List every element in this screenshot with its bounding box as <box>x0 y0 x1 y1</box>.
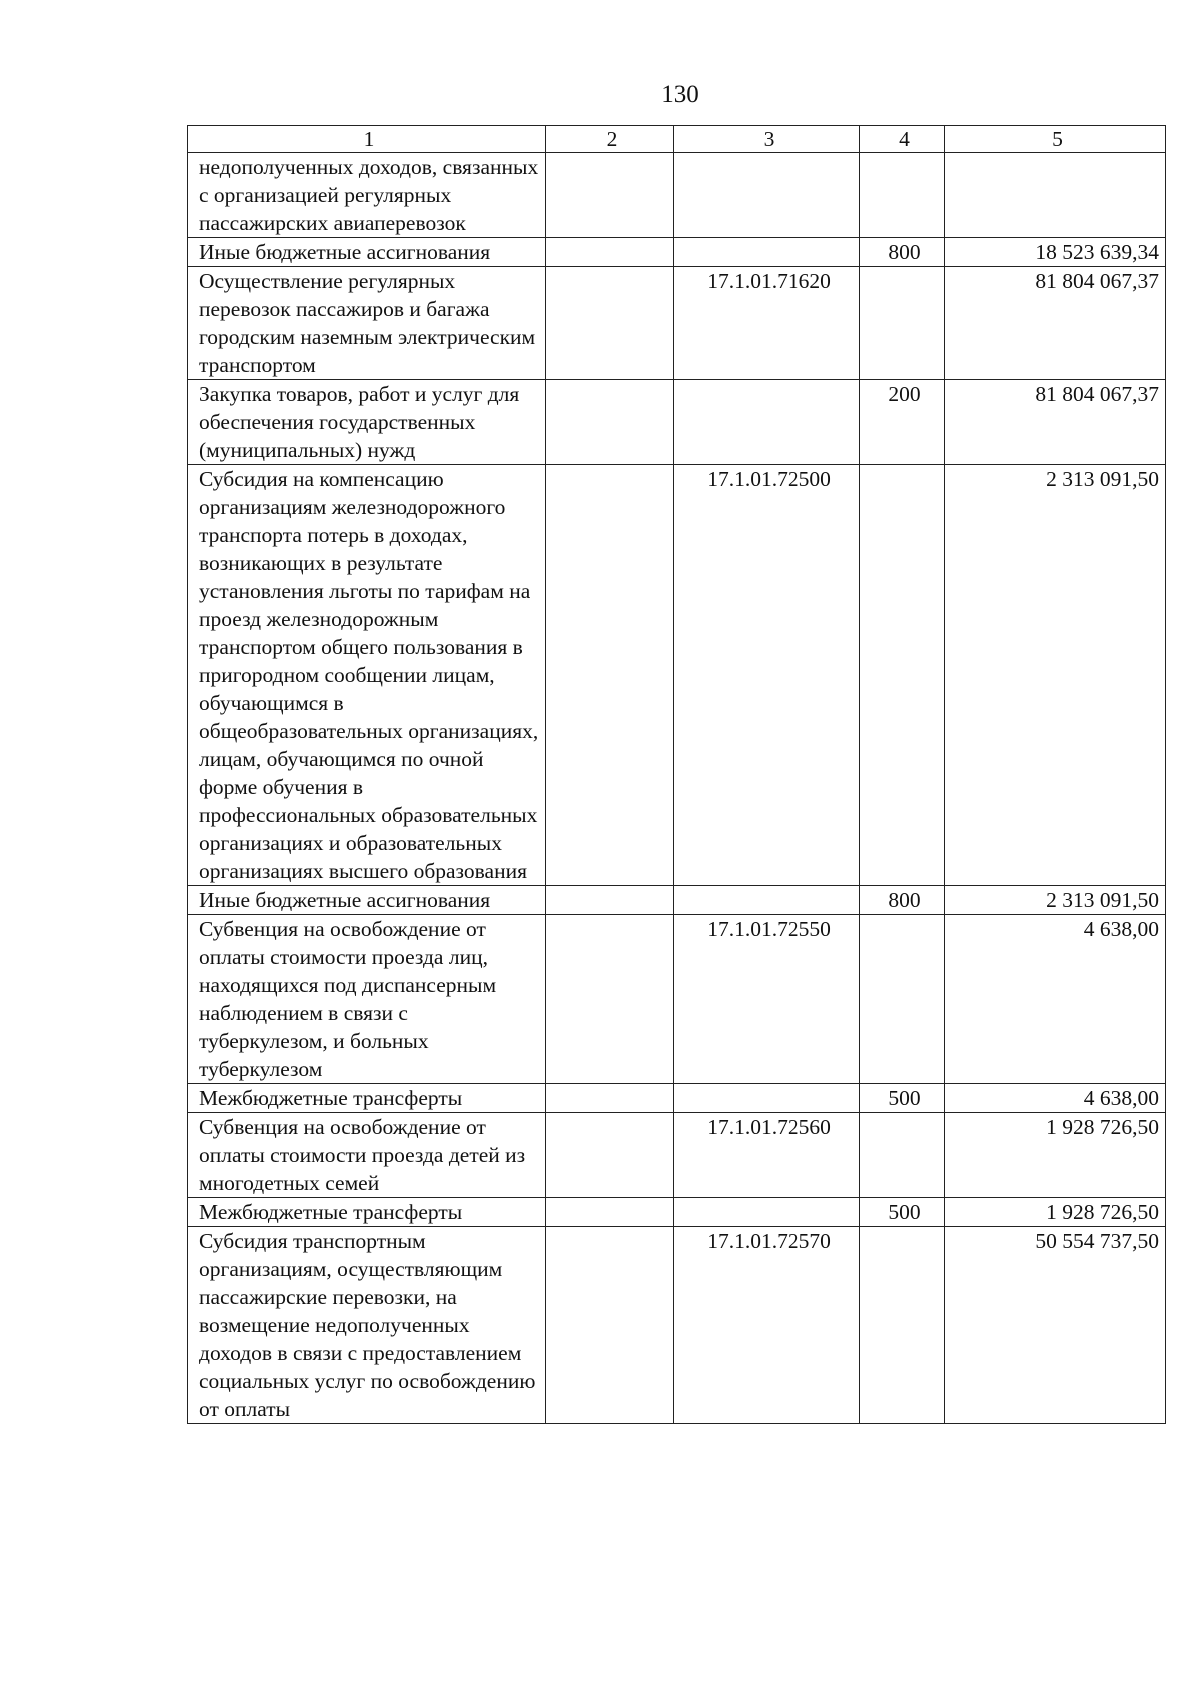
row-code: 17.1.01.72500 <box>674 465 860 886</box>
row-type <box>860 915 945 1084</box>
row-amount: 4 638,00 <box>945 1084 1166 1113</box>
row-code <box>674 886 860 915</box>
row-code: 17.1.01.71620 <box>674 267 860 380</box>
row-amount: 4 638,00 <box>945 915 1166 1084</box>
row-col-2 <box>546 1113 674 1198</box>
row-code <box>674 1198 860 1227</box>
row-type: 200 <box>860 380 945 465</box>
row-col-2 <box>546 1227 674 1424</box>
header-col-2: 2 <box>546 126 674 153</box>
row-name: Межбюджетные трансферты <box>188 1084 546 1113</box>
row-code: 17.1.01.72560 <box>674 1113 860 1198</box>
row-name: Иные бюджетные ассигнования <box>188 886 546 915</box>
table-row <box>188 380 1166 465</box>
row-type <box>860 1113 945 1198</box>
row-code <box>674 1084 860 1113</box>
header-col-5: 5 <box>945 126 1166 153</box>
budget-table <box>187 125 1166 1424</box>
row-name: недополученных доходов, связанных с организацией регулярных пассажирских авиаперевозок <box>188 153 546 238</box>
row-name: Субсидия транспортным организациям, осуществляющим пассажирские перевозки, на возмещение недополученных доходов в связи с предоставлением социальных услуг по освобождению от оплаты <box>188 1227 546 1424</box>
row-name: Субвенция на освобождение от оплаты стоимости проезда лиц, находящихся под диспансерным наблюдением в связи с туберкулезом, и больных туберкулезом <box>188 915 546 1084</box>
row-code <box>674 153 860 238</box>
row-amount: 81 804 067,37 <box>945 380 1166 465</box>
table-row <box>188 267 1166 380</box>
header-col-3: 3 <box>674 126 860 153</box>
row-name: Субвенция на освобождение от оплаты стоимости проезда детей из многодетных семей <box>188 1113 546 1198</box>
row-amount: 50 554 737,50 <box>945 1227 1166 1424</box>
row-type <box>860 267 945 380</box>
row-name: Осуществление регулярных перевозок пассажиров и багажа городским наземным электрическим транспортом <box>188 267 546 380</box>
row-col-2 <box>546 153 674 238</box>
row-amount <box>945 153 1166 238</box>
table-row <box>188 465 1166 886</box>
table-row <box>188 1113 1166 1198</box>
row-name: Субсидия на компенсацию организациям железнодорожного транспорта потерь в доходах, возникающих в результате установления льготы по тарифам на проезд железнодорожным транспортом общего пользования в пригородном сообщении лицам, обучающимся в общеобразовательных организациях, лицам, обучающимся по очной форме обучения в профессиональных образовательных организациях и образовательных организациях высшего образования <box>188 465 546 886</box>
row-type <box>860 465 945 886</box>
row-amount: 1 928 726,50 <box>945 1198 1166 1227</box>
table-row <box>188 886 1166 915</box>
row-amount: 2 313 091,50 <box>945 886 1166 915</box>
row-code: 17.1.01.72570 <box>674 1227 860 1424</box>
row-name: Межбюджетные трансферты <box>188 1198 546 1227</box>
table-row <box>188 1198 1166 1227</box>
row-type: 500 <box>860 1084 945 1113</box>
row-col-2 <box>546 915 674 1084</box>
row-col-2 <box>546 1084 674 1113</box>
row-name: Иные бюджетные ассигнования <box>188 238 546 267</box>
header-row <box>188 126 1166 153</box>
row-type: 800 <box>860 238 945 267</box>
row-code <box>674 238 860 267</box>
table-header <box>188 126 1166 153</box>
header-col-1: 1 <box>188 126 546 153</box>
row-amount: 81 804 067,37 <box>945 267 1166 380</box>
row-type: 500 <box>860 1198 945 1227</box>
page-number: 130 <box>661 81 699 108</box>
table-body <box>188 153 1166 1424</box>
table-row <box>188 153 1166 238</box>
row-col-2 <box>546 886 674 915</box>
row-type <box>860 153 945 238</box>
row-amount: 2 313 091,50 <box>945 465 1166 886</box>
table-row <box>188 1084 1166 1113</box>
table-row <box>188 915 1166 1084</box>
table-row <box>188 238 1166 267</box>
row-amount: 1 928 726,50 <box>945 1113 1166 1198</box>
row-col-2 <box>546 267 674 380</box>
header-col-4: 4 <box>860 126 945 153</box>
table-row <box>188 1227 1166 1424</box>
row-col-2 <box>546 238 674 267</box>
row-col-2 <box>546 465 674 886</box>
row-code: 17.1.01.72550 <box>674 915 860 1084</box>
row-amount: 18 523 639,34 <box>945 238 1166 267</box>
row-code <box>674 380 860 465</box>
row-type <box>860 1227 945 1424</box>
row-name: Закупка товаров, работ и услуг для обеспечения государственных (муниципальных) нужд <box>188 380 546 465</box>
row-col-2 <box>546 380 674 465</box>
row-type: 800 <box>860 886 945 915</box>
row-col-2 <box>546 1198 674 1227</box>
